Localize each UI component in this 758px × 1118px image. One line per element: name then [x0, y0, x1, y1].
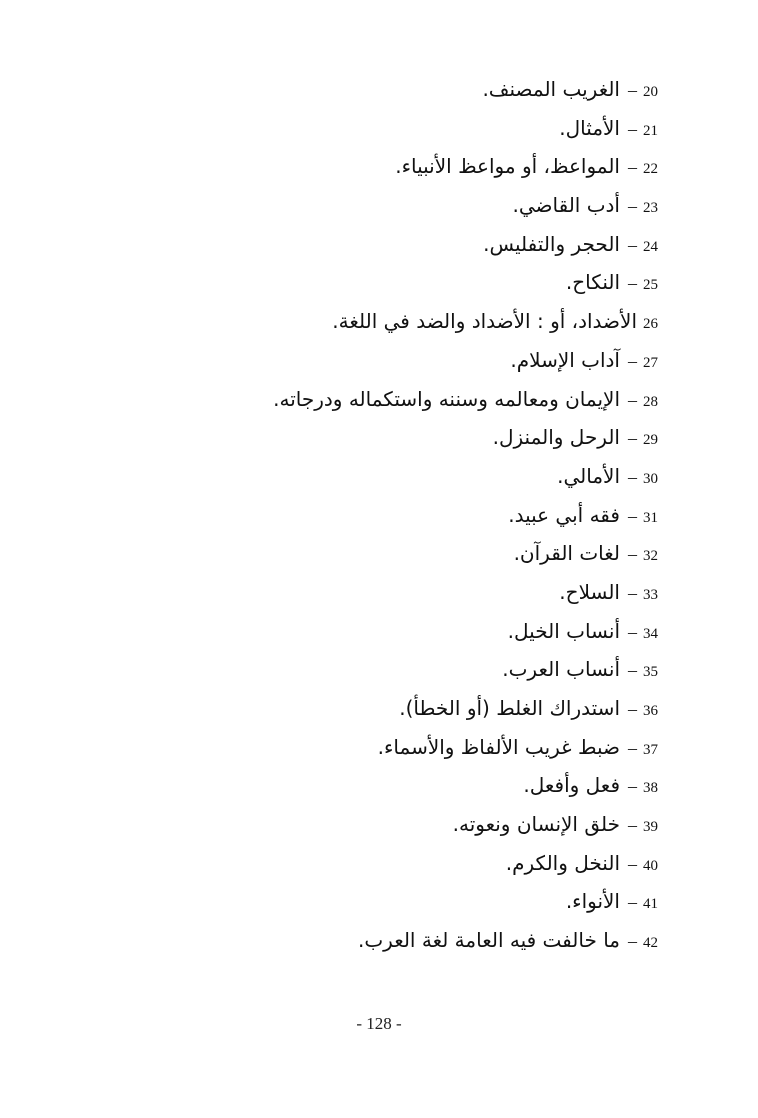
entry-title: النخل والكرم.: [505, 850, 620, 875]
list-item: [98, 341, 658, 380]
list-item: [98, 612, 658, 651]
entry-dash: –: [628, 776, 637, 797]
entry-title: خلق الإنسان ونعوته.: [452, 812, 620, 837]
list-item: [98, 225, 658, 264]
entry-dash: –: [628, 118, 637, 139]
entry-dash: –: [628, 660, 637, 681]
entry-number: 20: [643, 84, 658, 100]
entry-dash: –: [628, 234, 637, 255]
entry-number: 36: [643, 703, 658, 719]
book-title-list: [98, 70, 658, 960]
entry-dash: –: [628, 350, 637, 371]
entry-dash: –: [628, 157, 637, 178]
entry-dash: –: [628, 196, 637, 217]
list-item: [98, 302, 658, 341]
entry-title: الغريب المصنف.: [482, 77, 620, 101]
entry-title: المواعظ، أو مواعظ الأنبياء.: [395, 154, 620, 179]
list-item: [98, 921, 658, 960]
list-item: [98, 650, 658, 689]
entry-title: فعل وأفعل.: [523, 773, 620, 798]
entry-dash: –: [628, 892, 637, 913]
entry-number: 40: [643, 857, 658, 874]
entry-dash: –: [628, 428, 637, 449]
entry-dash: –: [628, 544, 637, 565]
entry-number: 42: [643, 935, 658, 952]
entry-number: 28: [643, 393, 658, 410]
entry-title: الحجر والتفليس.: [483, 231, 620, 256]
entry-title: ما خالفت فيه العامة لغة العرب.: [357, 928, 620, 953]
entry-number: 24: [643, 238, 658, 255]
entry-number: 27: [643, 354, 658, 371]
page-number: - 128 -: [356, 1014, 402, 1033]
entry-number: 39: [643, 819, 658, 836]
entry-title: النكاح.: [565, 270, 620, 295]
entry-dash: –: [628, 815, 637, 836]
list-item: [98, 186, 658, 225]
list-item: [98, 147, 658, 186]
entry-dash: –: [628, 80, 637, 100]
entry-number: 26: [643, 316, 658, 333]
entry-number: 21: [643, 122, 658, 139]
list-item: [98, 766, 658, 805]
entry-title: الأمالي.: [557, 463, 620, 488]
entry-title: السلاح.: [559, 579, 620, 604]
entry-number: 29: [643, 432, 658, 449]
entry-title: الأضداد، أو : الأضداد والضد في اللغة.: [332, 309, 637, 334]
entry-title: استدراك الغلط (أو الخطأ).: [399, 696, 620, 720]
entry-title: أدب القاضي.: [512, 193, 620, 218]
list-item: [98, 418, 658, 457]
list-item: [98, 805, 658, 844]
entry-dash: –: [628, 505, 637, 526]
entry-title: الإيمان ومعالمه وسننه واستكماله ودرجاته.: [273, 386, 620, 411]
entry-number: 41: [643, 896, 658, 913]
list-item: [98, 496, 658, 535]
entry-number: 23: [643, 200, 658, 217]
list-item: [98, 109, 658, 148]
list-item: [98, 728, 658, 767]
entry-number: 31: [643, 509, 658, 526]
entry-title: آداب الإسلام.: [510, 347, 620, 372]
list-item: [98, 70, 658, 109]
list-item: [98, 457, 658, 496]
entry-dash: –: [628, 466, 637, 487]
entry-dash: –: [628, 699, 637, 719]
entry-dash: –: [628, 737, 637, 758]
entry-number: 35: [643, 664, 658, 681]
entry-number: 37: [643, 741, 658, 758]
entry-title: الأنواء.: [565, 889, 620, 914]
entry-dash: –: [628, 931, 637, 952]
entry-dash: –: [628, 853, 637, 874]
list-item: [98, 263, 658, 302]
entry-title: ضبط غريب الألفاظ والأسماء.: [377, 734, 620, 759]
entry-dash: –: [628, 582, 637, 603]
list-item: [98, 573, 658, 612]
entry-number: 22: [643, 161, 658, 178]
entry-title: لغات القرآن.: [513, 541, 620, 566]
entry-title: أنساب الخيل.: [507, 618, 620, 643]
list-item: [98, 534, 658, 573]
entry-title: أنساب العرب.: [502, 657, 620, 682]
entry-number: 30: [643, 470, 658, 487]
entry-dash: –: [628, 621, 637, 642]
entry-dash: –: [628, 389, 637, 410]
entry-number: 33: [643, 586, 658, 603]
entry-dash: –: [628, 273, 637, 294]
list-item: [98, 689, 658, 728]
entry-number: 25: [643, 277, 658, 294]
entry-number: 34: [643, 625, 658, 642]
entry-number: 38: [643, 780, 658, 797]
list-item: [98, 380, 658, 419]
entry-title: فقه أبي عبيد.: [508, 502, 620, 527]
entry-title: الأمثال.: [559, 115, 620, 140]
entry-title: الرحل والمنزل.: [492, 425, 620, 450]
list-item: [98, 882, 658, 921]
list-item: [98, 844, 658, 883]
entry-number: 32: [643, 548, 658, 565]
